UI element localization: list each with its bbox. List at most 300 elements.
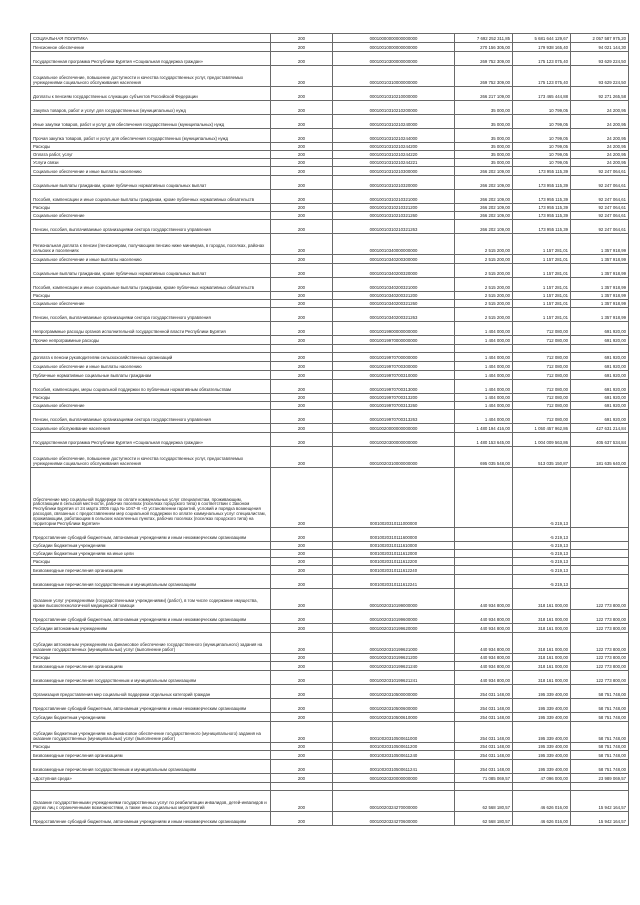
row-approved-cell: 254 031 148,00 bbox=[455, 743, 513, 751]
row-code-cell: 200 bbox=[271, 336, 333, 345]
row-code-cell bbox=[271, 783, 333, 791]
row-name-cell: Социальное обеспечение bbox=[31, 300, 271, 308]
row-executed-cell: 712 080,00 bbox=[513, 402, 571, 410]
row-approved-cell: 1 404 000,00 bbox=[455, 394, 513, 402]
row-kbk-cell: 00010010340200321260 bbox=[333, 300, 455, 308]
row-kbk-cell: 00010020310111000000 bbox=[333, 468, 455, 528]
row-kbk-cell bbox=[333, 345, 455, 353]
table-row bbox=[31, 66, 629, 87]
row-code-cell: 200 bbox=[271, 610, 333, 624]
row-unexecuted-cell: 691 920,00 bbox=[571, 322, 629, 336]
row-name-cell: Прочие непрограммные расходы bbox=[31, 336, 271, 345]
row-kbk-cell: 00010010310210321260 bbox=[333, 212, 455, 220]
row-executed-cell: 318 161 000,00 bbox=[513, 624, 571, 633]
row-name-cell bbox=[31, 783, 271, 791]
row-approved-cell: 254 031 148,00 bbox=[455, 751, 513, 760]
row-name-cell: Пенсии, пособия, выплачиваемые организациями сектора государственного управления bbox=[31, 410, 271, 424]
row-kbk-cell: 00010020310111600000 bbox=[333, 528, 455, 542]
row-approved-cell: 1 404 000,00 bbox=[455, 362, 513, 371]
row-code-cell: 200 bbox=[271, 713, 333, 722]
table-row bbox=[31, 610, 629, 624]
row-kbk-cell: 00010020000000000000 bbox=[333, 424, 455, 433]
table-row bbox=[31, 743, 629, 751]
table-row bbox=[31, 380, 629, 394]
row-name-cell: Оказание услуг учреждениями (государственными учреждениями) (работ), в том числе содержание имущества, кроме высокотехнологичной медицинской помощи bbox=[31, 589, 271, 610]
row-executed-cell: 179 938 165,40 bbox=[513, 43, 571, 52]
row-kbk-cell: 00010020310111612241 bbox=[333, 575, 455, 589]
row-executed-cell: 318 161 000,00 bbox=[513, 671, 571, 685]
row-name-cell: Расходы bbox=[31, 743, 271, 751]
row-unexecuted-cell: 122 773 800,00 bbox=[571, 662, 629, 671]
row-approved-cell: 2 515 200,00 bbox=[455, 234, 513, 255]
row-unexecuted-cell: 1 357 918,99 bbox=[571, 278, 629, 292]
row-kbk-cell: 00010020310199621200 bbox=[333, 654, 455, 662]
row-executed-cell: -5 219,13 bbox=[513, 528, 571, 542]
table-row bbox=[31, 345, 629, 353]
row-unexecuted-cell: 691 920,00 bbox=[571, 410, 629, 424]
row-approved-cell: 7 692 252 311,85 bbox=[455, 34, 513, 43]
row-kbk-cell: 00010020310500610000 bbox=[333, 713, 455, 722]
row-code-cell: 200 bbox=[271, 151, 333, 159]
row-executed-cell: 1 157 281,01 bbox=[513, 292, 571, 300]
row-approved-cell: 2 515 200,00 bbox=[455, 292, 513, 300]
row-unexecuted-cell: 2 057 587 975,20 bbox=[571, 34, 629, 43]
row-approved-cell: 35 000,00 bbox=[455, 159, 513, 167]
table-row bbox=[31, 353, 629, 362]
row-kbk-cell: 00010020310199620000 bbox=[333, 624, 455, 633]
row-code-cell: 200 bbox=[271, 159, 333, 167]
row-unexecuted-cell bbox=[571, 550, 629, 558]
row-executed-cell: -5 219,13 bbox=[513, 550, 571, 558]
row-executed-cell: 712 080,00 bbox=[513, 371, 571, 380]
row-approved-cell bbox=[455, 566, 513, 575]
row-executed-cell: 10 799,05 bbox=[513, 129, 571, 143]
row-kbk-cell bbox=[333, 783, 455, 791]
row-approved-cell: 269 752 309,00 bbox=[455, 66, 513, 87]
row-kbk-cell: 00010020310500600000 bbox=[333, 699, 455, 713]
row-name-cell: Доплаты к пенсиям государственных служащих субъектов Российской Федерации bbox=[31, 87, 271, 101]
row-kbk-cell: 00010010340000000000 bbox=[333, 234, 455, 255]
row-executed-cell: 10 799,05 bbox=[513, 143, 571, 151]
row-approved-cell: 269 752 309,00 bbox=[455, 52, 513, 66]
row-code-cell: 200 bbox=[271, 278, 333, 292]
row-unexecuted-cell bbox=[571, 575, 629, 589]
row-code-cell: 200 bbox=[271, 212, 333, 220]
table-row bbox=[31, 791, 629, 812]
row-code-cell: 200 bbox=[271, 101, 333, 115]
row-name-cell: Пенсионное обеспечение bbox=[31, 43, 271, 52]
row-name-cell: Социальное обеспечение, повышение доступности и качества государственных услуг, предоставляемых учреждениями социального обслуживания населения bbox=[31, 66, 271, 87]
row-name-cell: Непрограммные расходы органов исполнительной государственной власти Республики Бурятия bbox=[31, 322, 271, 336]
row-unexecuted-cell: 93 629 224,50 bbox=[571, 52, 629, 66]
row-kbk-cell: 00010010310210244221 bbox=[333, 159, 455, 167]
table-row bbox=[31, 220, 629, 234]
row-approved-cell: 71 085 069,57 bbox=[455, 774, 513, 783]
row-approved-cell: 35 000,00 bbox=[455, 151, 513, 159]
row-executed-cell: 173 465 444,88 bbox=[513, 87, 571, 101]
table-row bbox=[31, 87, 629, 101]
row-executed-cell: -5 219,13 bbox=[513, 542, 571, 550]
row-code-cell: 200 bbox=[271, 255, 333, 264]
row-code-cell: 200 bbox=[271, 143, 333, 151]
row-unexecuted-cell bbox=[571, 566, 629, 575]
row-approved-cell: 2 515 200,00 bbox=[455, 300, 513, 308]
row-code-cell: 200 bbox=[271, 353, 333, 362]
row-code-cell: 200 bbox=[271, 751, 333, 760]
row-executed-cell: 318 161 000,00 bbox=[513, 662, 571, 671]
row-executed-cell: 1 157 281,01 bbox=[513, 308, 571, 322]
row-code-cell: 200 bbox=[271, 371, 333, 380]
row-executed-cell: 1 050 457 962,86 bbox=[513, 424, 571, 433]
row-code-cell: 200 bbox=[271, 204, 333, 212]
row-executed-cell: -5 219,13 bbox=[513, 468, 571, 528]
row-unexecuted-cell: 92 247 064,61 bbox=[571, 204, 629, 212]
table-row bbox=[31, 575, 629, 589]
row-name-cell: Субсидии автономным учреждениям bbox=[31, 624, 271, 633]
row-kbk-cell: 00010019970700313000 bbox=[333, 380, 455, 394]
row-approved-cell: 254 031 148,00 bbox=[455, 760, 513, 774]
table-row bbox=[31, 264, 629, 278]
row-name-cell: Социальное обеспечение и иные выплаты населению bbox=[31, 362, 271, 371]
row-code-cell: 200 bbox=[271, 34, 333, 43]
row-unexecuted-cell: 94 021 144,30 bbox=[571, 43, 629, 52]
row-unexecuted-cell: 92 247 064,61 bbox=[571, 176, 629, 190]
row-kbk-cell: 00010020310111612000 bbox=[333, 550, 455, 558]
row-name-cell: Предоставление субсидий бюджетным, автономным учреждениям и иным некоммерческим организациям bbox=[31, 610, 271, 624]
row-name-cell: Расходы bbox=[31, 143, 271, 151]
table-row bbox=[31, 362, 629, 371]
row-approved-cell: 440 934 800,00 bbox=[455, 654, 513, 662]
row-unexecuted-cell: 23 989 069,57 bbox=[571, 774, 629, 783]
row-kbk-cell: 00010020310199621241 bbox=[333, 671, 455, 685]
row-unexecuted-cell: 122 773 800,00 bbox=[571, 610, 629, 624]
row-approved-cell: 266 202 109,00 bbox=[455, 220, 513, 234]
table-row bbox=[31, 654, 629, 662]
row-executed-cell: 318 161 000,00 bbox=[513, 633, 571, 654]
row-code-cell: 200 bbox=[271, 791, 333, 812]
row-code-cell: 200 bbox=[271, 699, 333, 713]
row-unexecuted-cell: 1 357 918,99 bbox=[571, 264, 629, 278]
row-code-cell: 200 bbox=[271, 633, 333, 654]
row-kbk-cell: 00010020310111612240 bbox=[333, 566, 455, 575]
table-row bbox=[31, 255, 629, 264]
row-approved-cell bbox=[455, 345, 513, 353]
row-executed-cell: 712 080,00 bbox=[513, 380, 571, 394]
table-row bbox=[31, 447, 629, 468]
row-code-cell: 200 bbox=[271, 52, 333, 66]
row-unexecuted-cell: 24 200,95 bbox=[571, 151, 629, 159]
row-executed-cell: 1 004 009 563,86 bbox=[513, 433, 571, 447]
row-approved-cell: 2 515 200,00 bbox=[455, 308, 513, 322]
row-executed-cell: 175 123 075,40 bbox=[513, 52, 571, 66]
row-code-cell: 200 bbox=[271, 575, 333, 589]
table-row bbox=[31, 528, 629, 542]
row-unexecuted-cell: 122 773 800,00 bbox=[571, 624, 629, 633]
table-row bbox=[31, 566, 629, 575]
row-name-cell: Социальное обеспечение bbox=[31, 402, 271, 410]
row-name-cell: Предоставление субсидий бюджетным, автономным учреждениям и иным некоммерческим организациям bbox=[31, 699, 271, 713]
table-row bbox=[31, 167, 629, 176]
table-row bbox=[31, 159, 629, 167]
row-unexecuted-cell: 92 247 064,61 bbox=[571, 220, 629, 234]
row-name-cell: Предоставление субсидий бюджетным, автономным учреждениям и иным некоммерческим организациям bbox=[31, 528, 271, 542]
table-row bbox=[31, 410, 629, 424]
row-approved-cell: 1 404 000,00 bbox=[455, 336, 513, 345]
row-kbk-cell: 00010010310210244000 bbox=[333, 129, 455, 143]
row-approved-cell bbox=[455, 528, 513, 542]
row-executed-cell: -5 219,13 bbox=[513, 558, 571, 566]
row-executed-cell: 1 157 281,01 bbox=[513, 300, 571, 308]
row-kbk-cell: 00010019970700300000 bbox=[333, 362, 455, 371]
row-unexecuted-cell: 1 357 918,99 bbox=[571, 292, 629, 300]
row-unexecuted-cell: 58 751 748,00 bbox=[571, 751, 629, 760]
table-row bbox=[31, 550, 629, 558]
row-executed-cell bbox=[513, 345, 571, 353]
row-unexecuted-cell: 93 629 224,50 bbox=[571, 66, 629, 87]
row-executed-cell: 712 080,00 bbox=[513, 336, 571, 345]
row-kbk-cell: 00010010310210320000 bbox=[333, 176, 455, 190]
table-row bbox=[31, 52, 629, 66]
row-executed-cell: 318 161 000,00 bbox=[513, 589, 571, 610]
table-row bbox=[31, 774, 629, 783]
row-kbk-cell: 00010020310111610000 bbox=[333, 542, 455, 550]
table-row bbox=[31, 234, 629, 255]
row-executed-cell: 10 799,05 bbox=[513, 159, 571, 167]
row-kbk-cell: 00010010310210321200 bbox=[333, 204, 455, 212]
table-row bbox=[31, 558, 629, 566]
row-code-cell: 200 bbox=[271, 760, 333, 774]
row-unexecuted-cell: 122 773 800,00 bbox=[571, 633, 629, 654]
table-row bbox=[31, 43, 629, 52]
row-unexecuted-cell: 58 751 748,00 bbox=[571, 685, 629, 699]
row-code-cell: 200 bbox=[271, 624, 333, 633]
table-row bbox=[31, 308, 629, 322]
row-code-cell: 200 bbox=[271, 528, 333, 542]
row-code-cell: 200 bbox=[271, 380, 333, 394]
row-name-cell: Пособия, компенсации и иные социальные выплаты гражданам, кроме публичных нормативных обязательств bbox=[31, 278, 271, 292]
row-executed-cell: 195 339 400,00 bbox=[513, 699, 571, 713]
row-code-cell: 200 bbox=[271, 234, 333, 255]
row-unexecuted-cell: 24 200,95 bbox=[571, 115, 629, 129]
row-code-cell: 200 bbox=[271, 662, 333, 671]
row-approved-cell: 2 515 200,00 bbox=[455, 278, 513, 292]
row-name-cell: Доплата к пенсии руководителям сельскохозяйственных организаций bbox=[31, 353, 271, 362]
row-approved-cell: 35 000,00 bbox=[455, 143, 513, 151]
row-code-cell: 200 bbox=[271, 402, 333, 410]
row-unexecuted-cell: 122 773 800,00 bbox=[571, 589, 629, 610]
table-row bbox=[31, 662, 629, 671]
table-row bbox=[31, 722, 629, 743]
row-code-cell: 200 bbox=[271, 447, 333, 468]
row-approved-cell: 440 934 800,00 bbox=[455, 589, 513, 610]
row-name-cell: Организация предоставления мер социальной поддержки отдельных категорий граждан bbox=[31, 685, 271, 699]
table-row bbox=[31, 624, 629, 633]
row-name-cell: Субсидии бюджетным учреждениям bbox=[31, 713, 271, 722]
row-executed-cell: 318 161 000,00 bbox=[513, 654, 571, 662]
row-approved-cell bbox=[455, 558, 513, 566]
row-executed-cell: 175 123 075,40 bbox=[513, 66, 571, 87]
row-name-cell: Безвозмездные перечисления организациям bbox=[31, 662, 271, 671]
row-code-cell: 200 bbox=[271, 722, 333, 743]
row-name-cell: Расходы bbox=[31, 204, 271, 212]
row-code-cell: 200 bbox=[271, 362, 333, 371]
row-kbk-cell: 00010019970700313260 bbox=[333, 402, 455, 410]
row-unexecuted-cell: 58 751 748,00 bbox=[571, 699, 629, 713]
row-name-cell: Расходы bbox=[31, 558, 271, 566]
row-kbk-cell: 00010010310210321263 bbox=[333, 220, 455, 234]
table-row bbox=[31, 115, 629, 129]
row-unexecuted-cell: 691 920,00 bbox=[571, 394, 629, 402]
row-code-cell: 200 bbox=[271, 87, 333, 101]
row-executed-cell: 712 080,00 bbox=[513, 362, 571, 371]
row-name-cell: Субсидии бюджетным учреждениям bbox=[31, 542, 271, 550]
row-unexecuted-cell bbox=[571, 468, 629, 528]
row-kbk-cell: 00010019970000000000 bbox=[333, 336, 455, 345]
row-kbk-cell: 00010020320000000000 bbox=[333, 774, 455, 783]
row-code-cell: 200 bbox=[271, 308, 333, 322]
row-code-cell: 200 bbox=[271, 743, 333, 751]
row-kbk-cell: 00010010310210000000 bbox=[333, 87, 455, 101]
row-executed-cell: 513 035 150,87 bbox=[513, 447, 571, 468]
row-code-cell: 200 bbox=[271, 468, 333, 528]
row-approved-cell: 266 202 109,00 bbox=[455, 190, 513, 204]
table-row bbox=[31, 468, 629, 528]
row-code-cell: 200 bbox=[271, 394, 333, 402]
row-executed-cell bbox=[513, 783, 571, 791]
row-approved-cell bbox=[455, 468, 513, 528]
row-approved-cell: 266 202 109,00 bbox=[455, 212, 513, 220]
row-kbk-cell: 00010000000000000000 bbox=[333, 34, 455, 43]
row-code-cell: 200 bbox=[271, 292, 333, 300]
row-kbk-cell: 00010020310500000000 bbox=[333, 685, 455, 699]
row-unexecuted-cell: 24 200,95 bbox=[571, 143, 629, 151]
row-approved-cell: 440 934 800,00 bbox=[455, 671, 513, 685]
row-approved-cell bbox=[455, 550, 513, 558]
row-unexecuted-cell: 1 357 918,99 bbox=[571, 300, 629, 308]
table-row bbox=[31, 129, 629, 143]
row-name-cell: Закупка товаров, работ и услуг для государственных (муниципальных) нужд bbox=[31, 101, 271, 115]
row-approved-cell: 440 934 800,00 bbox=[455, 633, 513, 654]
row-executed-cell: 173 955 115,39 bbox=[513, 204, 571, 212]
row-unexecuted-cell: 427 631 214,84 bbox=[571, 424, 629, 433]
row-code-cell: 200 bbox=[271, 264, 333, 278]
row-approved-cell: 1 404 000,00 bbox=[455, 402, 513, 410]
row-kbk-cell: 00010010340200321200 bbox=[333, 292, 455, 300]
row-executed-cell: 1 157 281,01 bbox=[513, 264, 571, 278]
row-approved-cell: 254 031 148,00 bbox=[455, 713, 513, 722]
row-approved-cell: 1 404 000,00 bbox=[455, 371, 513, 380]
row-unexecuted-cell bbox=[571, 542, 629, 550]
row-executed-cell: 10 799,05 bbox=[513, 101, 571, 115]
table-row bbox=[31, 751, 629, 760]
row-executed-cell: 318 161 000,00 bbox=[513, 610, 571, 624]
row-unexecuted-cell: 15 942 164,57 bbox=[571, 791, 629, 812]
row-kbk-cell: 00010019970700310000 bbox=[333, 371, 455, 380]
row-name-cell: Субсидии автономным учреждениям на финансовое обеспечение государственного (муниципального) задания на оказание государственных (муниципальных) услуг (выполнение работ) bbox=[31, 633, 271, 654]
row-kbk-cell: 00010019970700000000 bbox=[333, 353, 455, 362]
row-approved-cell: 1 404 000,00 bbox=[455, 410, 513, 424]
table-row bbox=[31, 34, 629, 43]
table-row bbox=[31, 204, 629, 212]
row-kbk-cell: 00010019900000000000 bbox=[333, 322, 455, 336]
table-row bbox=[31, 760, 629, 774]
row-code-cell: 200 bbox=[271, 542, 333, 550]
row-code-cell: 200 bbox=[271, 558, 333, 566]
row-approved-cell: 1 404 000,00 bbox=[455, 380, 513, 394]
row-kbk-cell: 00010019970700313200 bbox=[333, 394, 455, 402]
row-name-cell: Субсидии бюджетным учреждениям на иные цели bbox=[31, 550, 271, 558]
row-kbk-cell: 00010010310210244200 bbox=[333, 143, 455, 151]
row-kbk-cell: 00010020310111612200 bbox=[333, 558, 455, 566]
row-kbk-cell: 00010020310500611200 bbox=[333, 743, 455, 751]
row-unexecuted-cell: 122 773 800,00 bbox=[571, 671, 629, 685]
row-approved-cell: 35 000,00 bbox=[455, 101, 513, 115]
row-name-cell: Социальные выплаты гражданам, кроме публичных нормативных социальных выплат bbox=[31, 264, 271, 278]
row-name-cell: Региональная доплата к пенсии (пенсионерам, получающим пенсию ниже минимума, в городах, поселках, районах сельских и поселениях bbox=[31, 234, 271, 255]
table-row bbox=[31, 671, 629, 685]
row-approved-cell: 2 515 200,00 bbox=[455, 264, 513, 278]
row-unexecuted-cell: 58 751 748,00 bbox=[571, 760, 629, 774]
row-code-cell: 200 bbox=[271, 190, 333, 204]
row-approved-cell: 62 568 180,57 bbox=[455, 812, 513, 826]
row-approved-cell: 266 202 109,00 bbox=[455, 204, 513, 212]
row-executed-cell: 47 096 000,00 bbox=[513, 774, 571, 783]
row-executed-cell: 712 080,00 bbox=[513, 353, 571, 362]
row-approved-cell bbox=[455, 542, 513, 550]
row-kbk-cell: 00010010340200321000 bbox=[333, 278, 455, 292]
row-unexecuted-cell: 405 637 534,84 bbox=[571, 433, 629, 447]
row-code-cell: 200 bbox=[271, 220, 333, 234]
row-kbk-cell: 00010020310500611241 bbox=[333, 760, 455, 774]
row-unexecuted-cell: 92 247 064,61 bbox=[571, 190, 629, 204]
row-name-cell: Расходы bbox=[31, 292, 271, 300]
row-name-cell: Безвозмездные перечисления государственным и муниципальным организациям bbox=[31, 671, 271, 685]
row-approved-cell: 695 035 548,00 bbox=[455, 447, 513, 468]
row-unexecuted-cell: 691 920,00 bbox=[571, 353, 629, 362]
row-executed-cell: 46 626 016,00 bbox=[513, 791, 571, 812]
row-kbk-cell: 00010010310000000000 bbox=[333, 66, 455, 87]
row-unexecuted-cell: 58 751 748,00 bbox=[571, 743, 629, 751]
row-unexecuted-cell: 24 200,95 bbox=[571, 159, 629, 167]
row-name-cell: Услуги связи bbox=[31, 159, 271, 167]
row-kbk-cell: 00010020324270000000 bbox=[333, 791, 455, 812]
row-approved-cell: 254 031 148,00 bbox=[455, 685, 513, 699]
row-approved-cell: 35 000,00 bbox=[455, 129, 513, 143]
row-code-cell: 200 bbox=[271, 66, 333, 87]
table-row bbox=[31, 371, 629, 380]
row-unexecuted-cell: 691 920,00 bbox=[571, 402, 629, 410]
row-executed-cell: 173 955 115,39 bbox=[513, 176, 571, 190]
row-kbk-cell: 00010020310500611240 bbox=[333, 751, 455, 760]
table-row bbox=[31, 433, 629, 447]
row-code-cell: 200 bbox=[271, 167, 333, 176]
table-row bbox=[31, 300, 629, 308]
row-executed-cell: 1 157 281,01 bbox=[513, 255, 571, 264]
row-approved-cell: 254 031 148,00 bbox=[455, 722, 513, 743]
row-kbk-cell: 00010020310500611000 bbox=[333, 722, 455, 743]
row-executed-cell: 712 080,00 bbox=[513, 410, 571, 424]
row-approved-cell: 266 217 109,00 bbox=[455, 87, 513, 101]
row-executed-cell: 195 339 400,00 bbox=[513, 760, 571, 774]
row-code-cell: 200 bbox=[271, 322, 333, 336]
row-unexecuted-cell: 58 751 748,00 bbox=[571, 713, 629, 722]
row-unexecuted-cell: 15 942 164,57 bbox=[571, 812, 629, 826]
row-executed-cell: 195 339 400,00 bbox=[513, 685, 571, 699]
row-kbk-cell: 00010010310210321000 bbox=[333, 190, 455, 204]
row-code-cell: 200 bbox=[271, 566, 333, 575]
row-unexecuted-cell: 24 200,95 bbox=[571, 101, 629, 115]
row-name-cell: Социальное обеспечение и иные выплаты населению bbox=[31, 167, 271, 176]
